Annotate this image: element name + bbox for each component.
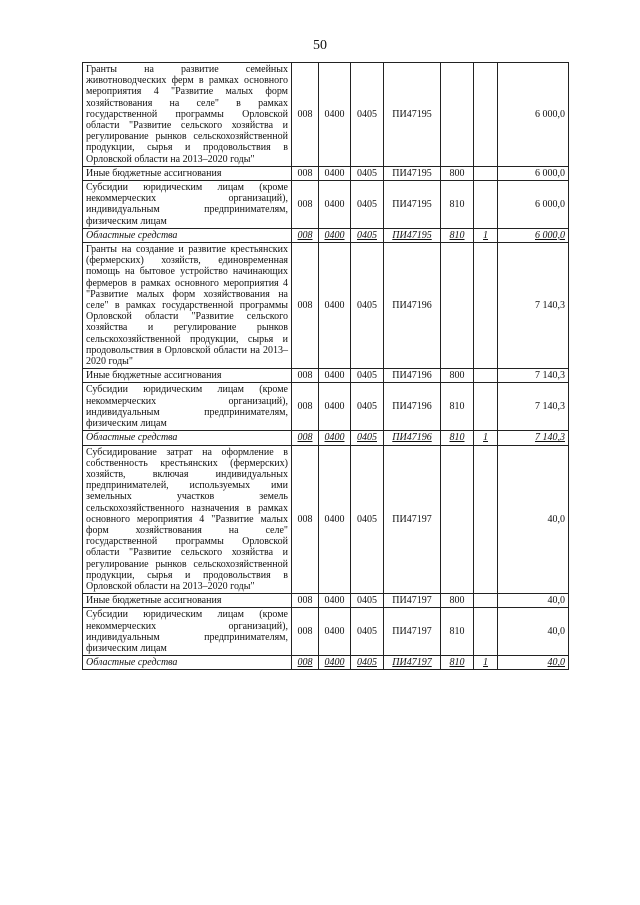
code-funding-source — [474, 383, 498, 431]
table-row — [83, 243, 569, 369]
code-subsection: 0405 — [351, 383, 384, 431]
code-section: 0400 — [319, 181, 351, 229]
code-subsection: 0405 — [351, 594, 384, 608]
code-target-article: ПИ47195 — [384, 228, 441, 242]
code-section: 0400 — [319, 63, 351, 167]
table-row — [83, 369, 569, 383]
table-row — [83, 431, 569, 445]
code-target-article: ПИ47196 — [384, 431, 441, 445]
code-section: 0400 — [319, 166, 351, 180]
code-ministry: 008 — [292, 369, 319, 383]
table-row — [83, 608, 569, 656]
row-name: Субсидирование затрат на оформление в собственность крестьянских (фермерских) хозяйств, включая индивидуальных предпринимателей, используемых ими земельных участков земель сельскохозяйственного назначения в рамках основного мероприятия 4 "Развитие малых форм хозяйствования на селе" государственной программы Орловской области "Развитие сельского хозяйства и регулирование рынков сельскохозяйственной продукции, сырья и продовольствия в Орловской области на 2013–2020 годы" — [83, 445, 292, 594]
code-target-article: ПИ47196 — [384, 243, 441, 369]
code-ministry: 008 — [292, 243, 319, 369]
code-funding-source — [474, 243, 498, 369]
code-subsection: 0405 — [351, 431, 384, 445]
code-ministry: 008 — [292, 594, 319, 608]
code-section: 0400 — [319, 243, 351, 369]
code-ministry: 008 — [292, 445, 319, 594]
code-expense-type: 810 — [441, 181, 474, 229]
code-target-article: ПИ47197 — [384, 445, 441, 594]
code-funding-source — [474, 369, 498, 383]
code-ministry: 008 — [292, 656, 319, 670]
code-section: 0400 — [319, 608, 351, 656]
row-name: Областные средства — [83, 656, 292, 670]
code-ministry: 008 — [292, 166, 319, 180]
code-subsection: 0405 — [351, 63, 384, 167]
code-subsection: 0405 — [351, 181, 384, 229]
row-name: Иные бюджетные ассигнования — [83, 369, 292, 383]
row-name: Гранты на развитие семейных животноводческих ферм в рамках основного мероприятия 4 "Развитие малых форм хозяйствования на селе" в рамках государственной программы Орловской области "Развитие сельского хозяйства и регулирование рынков сельскохозяйственной продукции, сырья и продовольствия в Орловской области на 2013–2020 годы" — [83, 63, 292, 167]
code-target-article: ПИ47195 — [384, 166, 441, 180]
code-subsection: 0405 — [351, 369, 384, 383]
row-amount: 40,0 — [498, 594, 569, 608]
code-subsection: 0405 — [351, 608, 384, 656]
row-name: Субсидии юридическим лицам (кроме некоммерческих организаций), индивидуальным предпринимателям, физическим лицам — [83, 383, 292, 431]
table-row — [83, 166, 569, 180]
code-section: 0400 — [319, 656, 351, 670]
code-ministry: 008 — [292, 383, 319, 431]
code-target-article: ПИ47196 — [384, 383, 441, 431]
code-section: 0400 — [319, 445, 351, 594]
code-expense-type — [441, 243, 474, 369]
row-amount: 7 140,3 — [498, 243, 569, 369]
code-subsection: 0405 — [351, 243, 384, 369]
row-amount: 6 000,0 — [498, 63, 569, 167]
table-row — [83, 228, 569, 242]
code-section: 0400 — [319, 369, 351, 383]
table-row — [83, 656, 569, 670]
code-target-article: ПИ47197 — [384, 656, 441, 670]
code-expense-type: 810 — [441, 228, 474, 242]
code-subsection: 0405 — [351, 656, 384, 670]
code-target-article: ПИ47197 — [384, 608, 441, 656]
code-target-article: ПИ47196 — [384, 369, 441, 383]
code-ministry: 008 — [292, 431, 319, 445]
code-expense-type: 810 — [441, 383, 474, 431]
code-section: 0400 — [319, 594, 351, 608]
table-body — [83, 63, 569, 670]
row-amount: 40,0 — [498, 445, 569, 594]
code-expense-type: 810 — [441, 431, 474, 445]
row-name: Субсидии юридическим лицам (кроме некоммерческих организаций), индивидуальным предпринимателям, физическим лицам — [83, 608, 292, 656]
code-ministry: 008 — [292, 608, 319, 656]
row-name: Иные бюджетные ассигнования — [83, 594, 292, 608]
table-row — [83, 63, 569, 167]
code-target-article: ПИ47197 — [384, 594, 441, 608]
code-expense-type — [441, 445, 474, 594]
row-amount: 6 000,0 — [498, 166, 569, 180]
code-section: 0400 — [319, 431, 351, 445]
code-target-article: ПИ47195 — [384, 63, 441, 167]
page-number: 50 — [313, 38, 327, 53]
table-row — [83, 594, 569, 608]
row-amount: 40,0 — [498, 656, 569, 670]
row-name: Иные бюджетные ассигнования — [83, 166, 292, 180]
row-amount: 40,0 — [498, 608, 569, 656]
code-target-article: ПИ47195 — [384, 181, 441, 229]
code-expense-type — [441, 63, 474, 167]
table-row — [83, 445, 569, 594]
code-section: 0400 — [319, 228, 351, 242]
code-funding-source — [474, 166, 498, 180]
code-ministry: 008 — [292, 181, 319, 229]
code-expense-type: 810 — [441, 656, 474, 670]
table-row — [83, 181, 569, 229]
code-funding-source — [474, 594, 498, 608]
row-amount: 6 000,0 — [498, 228, 569, 242]
code-subsection: 0405 — [351, 228, 384, 242]
code-expense-type: 810 — [441, 608, 474, 656]
code-funding-source: 1 — [474, 656, 498, 670]
code-ministry: 008 — [292, 63, 319, 167]
row-amount: 7 140,3 — [498, 383, 569, 431]
code-funding-source — [474, 181, 498, 229]
row-name: Областные средства — [83, 431, 292, 445]
row-amount: 6 000,0 — [498, 181, 569, 229]
code-expense-type: 800 — [441, 166, 474, 180]
code-funding-source — [474, 63, 498, 167]
code-funding-source — [474, 608, 498, 656]
code-funding-source: 1 — [474, 431, 498, 445]
budget-table — [82, 62, 569, 670]
row-name: Гранты на создание и развитие крестьянских (фермерских) хозяйств, единовременная помощь на бытовое устройство начинающих фермеров в рамках основного мероприятия 4 "Развитие малых форм хозяйствования на селе" в рамках государственной программы Орловской области "Развитие сельского хозяйства и регулирование рынков сельскохозяйственной продукции, сырья и продовольствия в Орловской области на 2013–2020 годы" — [83, 243, 292, 369]
table-row — [83, 383, 569, 431]
row-name: Субсидии юридическим лицам (кроме некоммерческих организаций), индивидуальным предпринимателям, физическим лицам — [83, 181, 292, 229]
code-ministry: 008 — [292, 228, 319, 242]
code-funding-source — [474, 445, 498, 594]
row-name: Областные средства — [83, 228, 292, 242]
code-funding-source: 1 — [474, 228, 498, 242]
code-expense-type: 800 — [441, 594, 474, 608]
code-subsection: 0405 — [351, 445, 384, 594]
code-expense-type: 800 — [441, 369, 474, 383]
row-amount: 7 140,3 — [498, 369, 569, 383]
code-subsection: 0405 — [351, 166, 384, 180]
code-section: 0400 — [319, 383, 351, 431]
row-amount: 7 140,3 — [498, 431, 569, 445]
